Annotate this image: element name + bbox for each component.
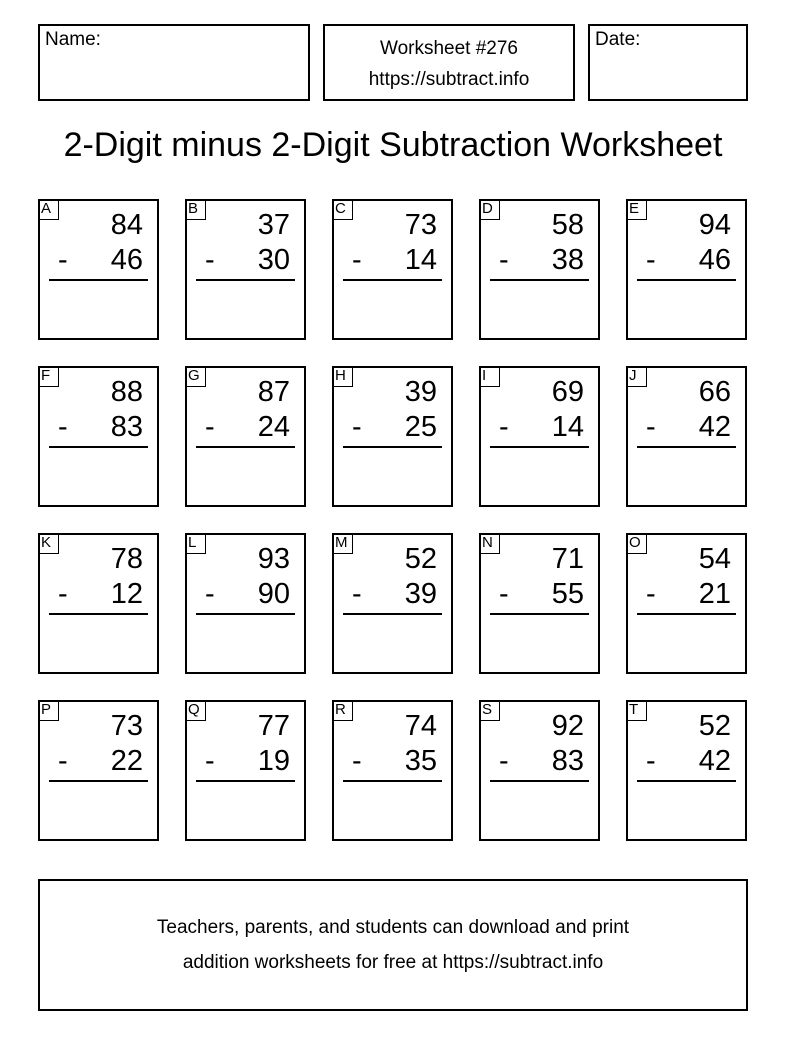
problem-letter: B bbox=[185, 199, 206, 220]
problem-letter: K bbox=[38, 533, 59, 554]
minus-sign: - bbox=[646, 411, 656, 443]
answer-line bbox=[490, 279, 589, 281]
problem-letter: H bbox=[332, 366, 353, 387]
answer-line bbox=[637, 446, 736, 448]
problem-letter: G bbox=[185, 366, 206, 387]
problem-box[interactable] bbox=[626, 533, 747, 674]
minuend: 73 bbox=[110, 710, 143, 742]
name-field[interactable] bbox=[38, 24, 310, 101]
minus-sign: - bbox=[352, 411, 362, 443]
minuend: 39 bbox=[404, 376, 437, 408]
answer-line bbox=[637, 279, 736, 281]
problem-box[interactable] bbox=[185, 533, 306, 674]
minus-sign: - bbox=[646, 745, 656, 777]
subtrahend: 38 bbox=[551, 244, 584, 276]
subtrahend: 46 bbox=[698, 244, 731, 276]
worksheet-info bbox=[323, 24, 575, 101]
subtrahend: 12 bbox=[110, 578, 143, 610]
worksheet-number: Worksheet #276 bbox=[379, 38, 518, 59]
problem-letter: J bbox=[626, 366, 647, 387]
problem-box[interactable] bbox=[479, 700, 600, 841]
minuend: 52 bbox=[404, 543, 437, 575]
minus-sign: - bbox=[499, 244, 509, 276]
problem-box[interactable] bbox=[38, 199, 159, 340]
subtrahend: 46 bbox=[110, 244, 143, 276]
problem-box[interactable] bbox=[479, 533, 600, 674]
subtrahend: 39 bbox=[404, 578, 437, 610]
answer-line bbox=[490, 780, 589, 782]
subtrahend: 42 bbox=[698, 411, 731, 443]
problem-box[interactable] bbox=[185, 366, 306, 507]
footer-box bbox=[38, 879, 748, 1011]
problem-box[interactable] bbox=[185, 700, 306, 841]
answer-line bbox=[343, 279, 442, 281]
subtrahend: 22 bbox=[110, 745, 143, 777]
problem-letter: C bbox=[332, 199, 353, 220]
subtrahend: 14 bbox=[551, 411, 584, 443]
subtrahend: 42 bbox=[698, 745, 731, 777]
minus-sign: - bbox=[352, 745, 362, 777]
subtrahend: 83 bbox=[551, 745, 584, 777]
minus-sign: - bbox=[205, 244, 215, 276]
problem-letter: R bbox=[332, 700, 353, 721]
minus-sign: - bbox=[58, 745, 68, 777]
answer-line bbox=[49, 446, 148, 448]
minuend: 69 bbox=[551, 376, 584, 408]
problem-box[interactable] bbox=[626, 366, 747, 507]
minuend: 66 bbox=[698, 376, 731, 408]
problem-box[interactable] bbox=[185, 199, 306, 340]
minus-sign: - bbox=[58, 411, 68, 443]
problem-letter: D bbox=[479, 199, 500, 220]
answer-line bbox=[196, 279, 295, 281]
minuend: 52 bbox=[698, 710, 731, 742]
date-field[interactable] bbox=[588, 24, 748, 101]
problem-box[interactable] bbox=[626, 199, 747, 340]
minuend: 54 bbox=[698, 543, 731, 575]
problem-letter: T bbox=[626, 700, 647, 721]
answer-line bbox=[343, 613, 442, 615]
minuend: 92 bbox=[551, 710, 584, 742]
problem-letter: F bbox=[38, 366, 59, 387]
problem-box[interactable] bbox=[38, 366, 159, 507]
answer-line bbox=[196, 780, 295, 782]
minus-sign: - bbox=[499, 411, 509, 443]
minus-sign: - bbox=[205, 578, 215, 610]
minuend: 77 bbox=[257, 710, 290, 742]
subtrahend: 55 bbox=[551, 578, 584, 610]
problem-box[interactable] bbox=[332, 533, 453, 674]
problem-letter: P bbox=[38, 700, 59, 721]
problem-letter: A bbox=[38, 199, 59, 220]
answer-line bbox=[196, 446, 295, 448]
subtrahend: 90 bbox=[257, 578, 290, 610]
minus-sign: - bbox=[352, 578, 362, 610]
problem-letter: S bbox=[479, 700, 500, 721]
minuend: 37 bbox=[257, 209, 290, 241]
problem-box[interactable] bbox=[332, 199, 453, 340]
minuend: 58 bbox=[551, 209, 584, 241]
problem-box[interactable] bbox=[332, 700, 453, 841]
minus-sign: - bbox=[646, 578, 656, 610]
problem-box[interactable] bbox=[332, 366, 453, 507]
minuend: 94 bbox=[698, 209, 731, 241]
problem-letter: O bbox=[626, 533, 647, 554]
minuend: 73 bbox=[404, 209, 437, 241]
problem-box[interactable] bbox=[38, 700, 159, 841]
subtrahend: 35 bbox=[404, 745, 437, 777]
footer-line-1: Teachers, parents, and students can download and print bbox=[156, 917, 630, 938]
minuend: 84 bbox=[110, 209, 143, 241]
answer-line bbox=[343, 780, 442, 782]
problem-letter: Q bbox=[185, 700, 206, 721]
minus-sign: - bbox=[58, 578, 68, 610]
minus-sign: - bbox=[205, 745, 215, 777]
subtrahend: 21 bbox=[698, 578, 731, 610]
answer-line bbox=[196, 613, 295, 615]
subtrahend: 83 bbox=[110, 411, 143, 443]
subtrahend: 25 bbox=[404, 411, 437, 443]
page-title: 2-Digit minus 2-Digit Subtraction Worksheet bbox=[63, 126, 723, 164]
answer-line bbox=[49, 613, 148, 615]
minus-sign: - bbox=[58, 244, 68, 276]
problem-letter: L bbox=[185, 533, 206, 554]
minus-sign: - bbox=[499, 745, 509, 777]
problem-box[interactable] bbox=[479, 366, 600, 507]
answer-line bbox=[49, 780, 148, 782]
problem-letter: E bbox=[626, 199, 647, 220]
problem-box[interactable] bbox=[38, 533, 159, 674]
footer-line-2: addition worksheets for free at https://subtract.info bbox=[182, 952, 604, 973]
problem-box[interactable] bbox=[626, 700, 747, 841]
answer-line bbox=[490, 446, 589, 448]
minus-sign: - bbox=[352, 244, 362, 276]
date-label: Date: bbox=[595, 29, 641, 50]
problem-letter: N bbox=[479, 533, 500, 554]
minus-sign: - bbox=[205, 411, 215, 443]
answer-line bbox=[343, 446, 442, 448]
subtrahend: 30 bbox=[257, 244, 290, 276]
problem-letter: M bbox=[332, 533, 353, 554]
minuend: 74 bbox=[404, 710, 437, 742]
problem-letter: I bbox=[479, 366, 500, 387]
minuend: 88 bbox=[110, 376, 143, 408]
answer-line bbox=[637, 780, 736, 782]
minuend: 78 bbox=[110, 543, 143, 575]
answer-line bbox=[490, 613, 589, 615]
minus-sign: - bbox=[646, 244, 656, 276]
answer-line bbox=[49, 279, 148, 281]
minuend: 71 bbox=[551, 543, 584, 575]
name-label: Name: bbox=[45, 29, 101, 50]
subtrahend: 24 bbox=[257, 411, 290, 443]
worksheet-url: https://subtract.info bbox=[368, 69, 530, 90]
subtrahend: 14 bbox=[404, 244, 437, 276]
problem-box[interactable] bbox=[479, 199, 600, 340]
minuend: 93 bbox=[257, 543, 290, 575]
subtrahend: 19 bbox=[257, 745, 290, 777]
minuend: 87 bbox=[257, 376, 290, 408]
minus-sign: - bbox=[499, 578, 509, 610]
answer-line bbox=[637, 613, 736, 615]
